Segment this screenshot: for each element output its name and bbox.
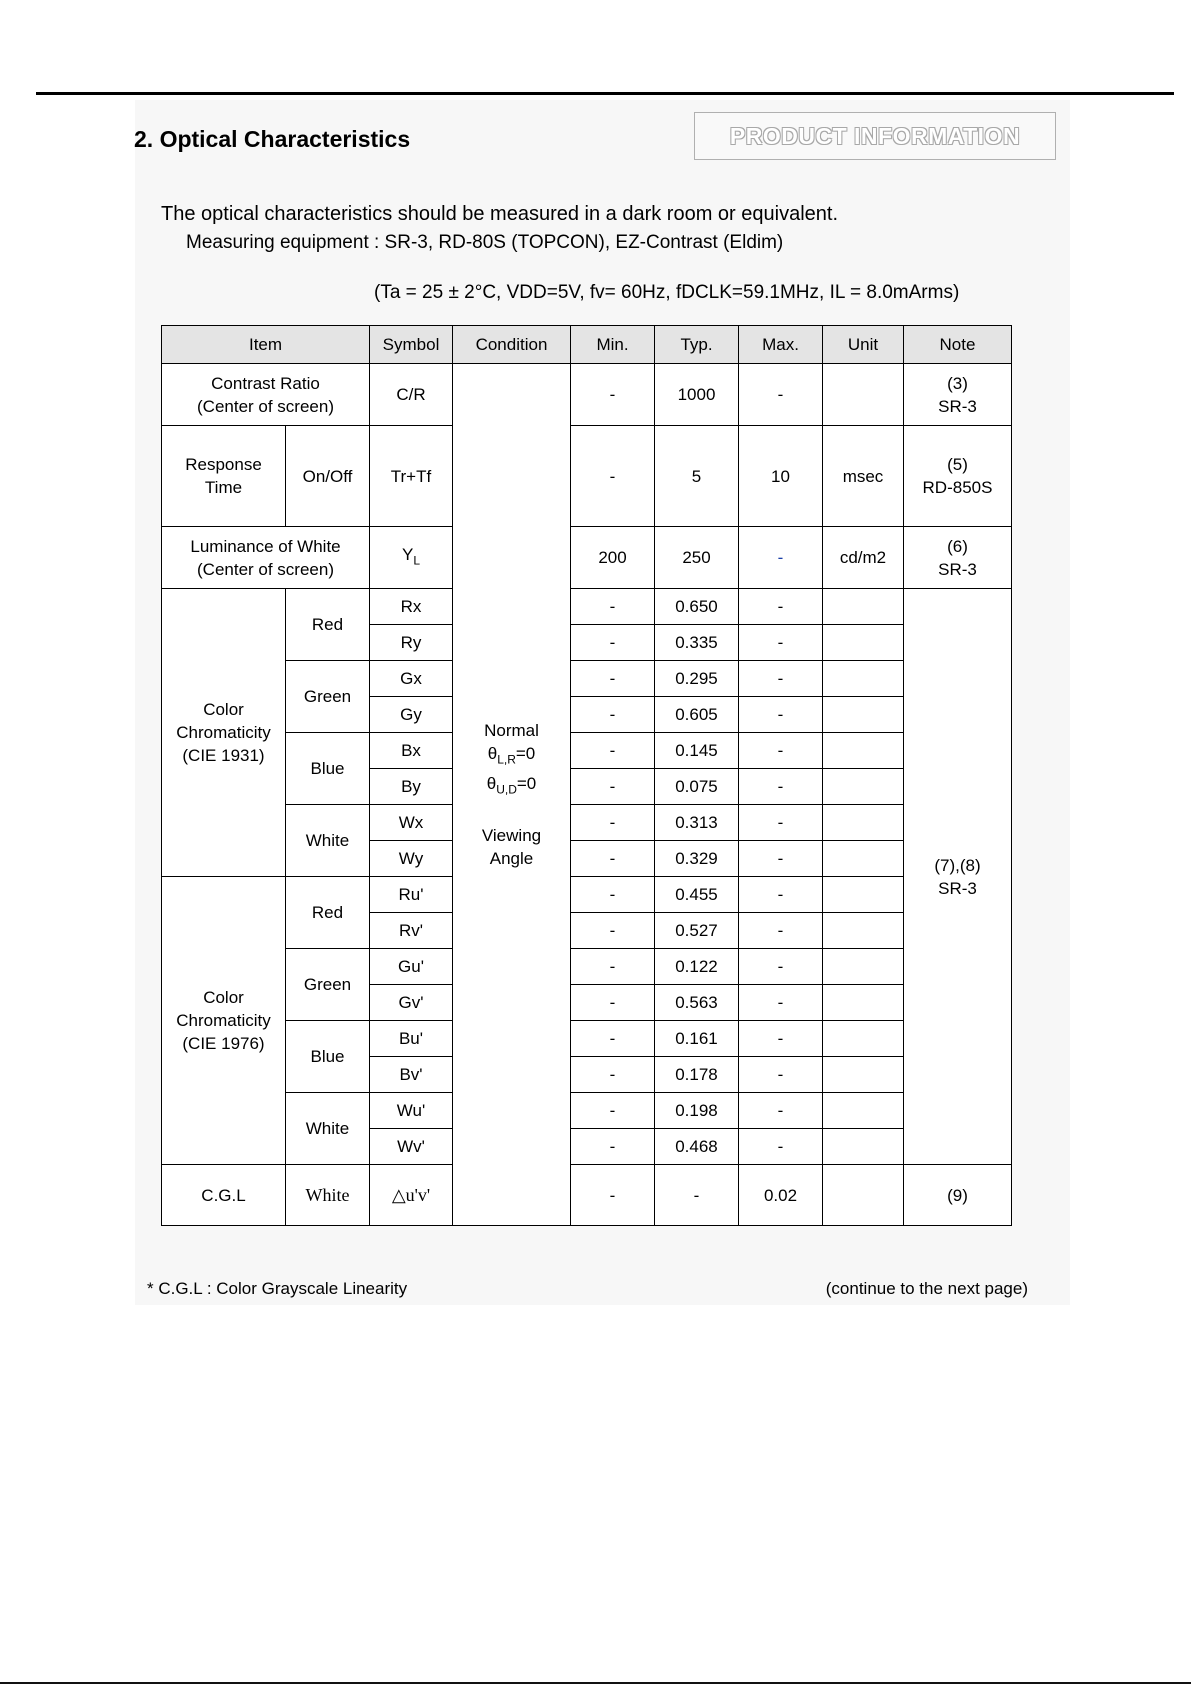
header-item: Item bbox=[162, 326, 370, 364]
max-cell: - bbox=[739, 1129, 823, 1165]
section-title: 2. Optical Characteristics bbox=[134, 126, 411, 152]
chroma1976-white: White bbox=[286, 1093, 370, 1165]
min-cell: - bbox=[571, 949, 655, 985]
bottom-rule bbox=[0, 1682, 1191, 1684]
header-typ: Typ. bbox=[655, 326, 739, 364]
unit-cell bbox=[823, 913, 904, 949]
luminance-item: Luminance of White (Center of screen) bbox=[162, 527, 370, 589]
typ-cell: 0.335 bbox=[655, 625, 739, 661]
typ-cell: 0.178 bbox=[655, 1057, 739, 1093]
min-cell: - bbox=[571, 805, 655, 841]
table-row bbox=[162, 949, 1012, 985]
typ-cell: 0.075 bbox=[655, 769, 739, 805]
luminance-symbol: $Y_L$ bbox=[370, 527, 453, 589]
table-row bbox=[162, 877, 1012, 913]
typ-cell: 0.313 bbox=[655, 805, 739, 841]
min-cell: - bbox=[571, 985, 655, 1021]
typ-cell: 0.295 bbox=[655, 661, 739, 697]
typ-cell: 0.161 bbox=[655, 1021, 739, 1057]
symbol-cell: Rx bbox=[370, 589, 453, 625]
min-cell: - bbox=[571, 1021, 655, 1057]
symbol-cell: Ru' bbox=[370, 877, 453, 913]
min-cell: - bbox=[571, 1129, 655, 1165]
typ-cell: 0.145 bbox=[655, 733, 739, 769]
max-cell: - bbox=[739, 985, 823, 1021]
response-note: (5) RD-850S bbox=[904, 426, 1012, 527]
symbol-cell: Gx bbox=[370, 661, 453, 697]
unit-cell bbox=[823, 841, 904, 877]
cgl-item: C.G.L bbox=[162, 1165, 286, 1226]
response-symbol: Tr+Tf bbox=[370, 426, 453, 527]
unit-cell bbox=[823, 985, 904, 1021]
unit-cell bbox=[823, 949, 904, 985]
contrast-symbol: C/R bbox=[370, 364, 453, 426]
top-rule bbox=[36, 92, 1174, 95]
header-condition: Condition bbox=[453, 326, 571, 364]
contrast-item-line1: Contrast Ratio bbox=[211, 373, 320, 393]
max-cell: - bbox=[739, 841, 823, 877]
unit-cell bbox=[823, 733, 904, 769]
response-sub: On/Off bbox=[286, 426, 370, 527]
table-row bbox=[162, 1093, 1012, 1129]
cgl-min: - bbox=[571, 1165, 655, 1226]
table-row bbox=[162, 364, 1012, 426]
typ-cell: 0.650 bbox=[655, 589, 739, 625]
header-symbol: Symbol bbox=[370, 326, 453, 364]
contrast-typ: 1000 bbox=[655, 364, 739, 426]
typ-cell: 0.563 bbox=[655, 985, 739, 1021]
symbol-cell: Bu' bbox=[370, 1021, 453, 1057]
max-cell: - bbox=[739, 949, 823, 985]
min-cell: - bbox=[571, 1057, 655, 1093]
unit-cell bbox=[823, 1057, 904, 1093]
header-note: Note bbox=[904, 326, 1012, 364]
response-unit: msec bbox=[823, 426, 904, 527]
min-cell: - bbox=[571, 697, 655, 733]
luminance-max: - bbox=[739, 527, 823, 589]
typ-cell: 0.198 bbox=[655, 1093, 739, 1129]
min-cell: - bbox=[571, 877, 655, 913]
cgl-note: (9) bbox=[904, 1165, 1012, 1226]
cgl-unit bbox=[823, 1165, 904, 1226]
luminance-min: 200 bbox=[571, 527, 655, 589]
symbol-cell: Ry bbox=[370, 625, 453, 661]
chroma1931-white: White bbox=[286, 805, 370, 877]
max-cell: - bbox=[739, 913, 823, 949]
chroma1976-red: Red bbox=[286, 877, 370, 949]
min-cell: - bbox=[571, 769, 655, 805]
luminance-typ: 250 bbox=[655, 527, 739, 589]
table-row bbox=[162, 1021, 1012, 1057]
max-cell: - bbox=[739, 877, 823, 913]
typ-cell: 0.329 bbox=[655, 841, 739, 877]
intro-text: The optical characteristics should be measured in a dark room or equivalent. bbox=[161, 203, 839, 225]
response-max: 10 bbox=[739, 426, 823, 527]
contrast-item-line2: (Center of screen) bbox=[197, 396, 334, 416]
condition-angle: Angle bbox=[489, 848, 534, 868]
equipment-text: Measuring equipment : SR-3, RD-80S (TOPCON), EZ-Contrast (Eldim) bbox=[186, 232, 784, 253]
max-cell: - bbox=[739, 625, 823, 661]
symbol-cell: Wv' bbox=[370, 1129, 453, 1165]
measurement-conditions: (Ta = 25 ± 2°C, VDD=5V, fv= 60Hz, fDCLK=59.1MHz, IL = 8.0mArms) bbox=[374, 282, 960, 303]
header-unit: Unit bbox=[823, 326, 904, 364]
max-cell: - bbox=[739, 733, 823, 769]
chroma1931-blue: Blue bbox=[286, 733, 370, 805]
header-min: Min. bbox=[571, 326, 655, 364]
unit-cell bbox=[823, 805, 904, 841]
symbol-cell: Gu' bbox=[370, 949, 453, 985]
unit-cell bbox=[823, 769, 904, 805]
unit-cell bbox=[823, 1129, 904, 1165]
header-row bbox=[162, 326, 1012, 364]
max-cell: - bbox=[739, 769, 823, 805]
luminance-note: (6) SR-3 bbox=[904, 527, 1012, 589]
symbol-cell: Wu' bbox=[370, 1093, 453, 1129]
symbol-cell: Bx bbox=[370, 733, 453, 769]
table-row bbox=[162, 527, 1012, 589]
unit-cell bbox=[823, 661, 904, 697]
symbol-cell: Bv' bbox=[370, 1057, 453, 1093]
min-cell: - bbox=[571, 841, 655, 877]
symbol-cell: Gy bbox=[370, 697, 453, 733]
cgl-symbol: △u'v' bbox=[370, 1165, 453, 1226]
chroma1976-blue: Blue bbox=[286, 1021, 370, 1093]
symbol-cell: Wy bbox=[370, 841, 453, 877]
table-row bbox=[162, 589, 1012, 625]
chroma-note: (7),(8) SR-3 bbox=[904, 589, 1012, 1165]
condition-theta-ud: $\theta_{U,D}=0$ bbox=[486, 773, 537, 796]
unit-cell bbox=[823, 1021, 904, 1057]
unit-cell bbox=[823, 877, 904, 913]
max-cell: - bbox=[739, 1057, 823, 1093]
max-cell: - bbox=[739, 1093, 823, 1129]
unit-cell bbox=[823, 625, 904, 661]
unit-cell bbox=[823, 1093, 904, 1129]
footnote: * C.G.L : Color Grayscale Linearity bbox=[147, 1279, 408, 1298]
product-information-stamp: PRODUCT INFORMATION bbox=[694, 112, 1056, 160]
luminance-unit: cd/m2 bbox=[823, 527, 904, 589]
typ-cell: 0.122 bbox=[655, 949, 739, 985]
typ-cell: 0.455 bbox=[655, 877, 739, 913]
typ-cell: 0.468 bbox=[655, 1129, 739, 1165]
table-row bbox=[162, 661, 1012, 697]
typ-cell: 0.527 bbox=[655, 913, 739, 949]
contrast-item bbox=[162, 364, 370, 426]
response-item: Response Time bbox=[162, 426, 286, 527]
optical-characteristics-table bbox=[161, 325, 1012, 1226]
contrast-note: (3) SR-3 bbox=[904, 364, 1012, 426]
chroma1931-green: Green bbox=[286, 661, 370, 733]
table-row bbox=[162, 733, 1012, 769]
chroma1976-item: Color Chromaticity (CIE 1976) bbox=[162, 877, 286, 1165]
max-cell: - bbox=[739, 697, 823, 733]
unit-cell bbox=[823, 697, 904, 733]
cgl-typ: - bbox=[655, 1165, 739, 1226]
min-cell: - bbox=[571, 589, 655, 625]
contrast-max: - bbox=[739, 364, 823, 426]
contrast-unit bbox=[823, 364, 904, 426]
chroma1931-red: Red bbox=[286, 589, 370, 661]
symbol-cell: Wx bbox=[370, 805, 453, 841]
condition-viewing: Viewing bbox=[481, 825, 542, 845]
condition-normal: Normal bbox=[484, 721, 539, 741]
symbol-cell: Rv' bbox=[370, 913, 453, 949]
table-row bbox=[162, 1165, 1012, 1226]
response-typ: 5 bbox=[655, 426, 739, 527]
symbol-cell: By bbox=[370, 769, 453, 805]
cgl-sub: White bbox=[286, 1165, 370, 1226]
min-cell: - bbox=[571, 661, 655, 697]
min-cell: - bbox=[571, 1093, 655, 1129]
contrast-min: - bbox=[571, 364, 655, 426]
cgl-max: 0.02 bbox=[739, 1165, 823, 1226]
min-cell: - bbox=[571, 913, 655, 949]
typ-cell: 0.605 bbox=[655, 697, 739, 733]
max-cell: - bbox=[739, 1021, 823, 1057]
table-row bbox=[162, 805, 1012, 841]
unit-cell bbox=[823, 589, 904, 625]
chroma1976-green: Green bbox=[286, 949, 370, 1021]
max-cell: - bbox=[739, 589, 823, 625]
condition-cell bbox=[453, 364, 571, 1226]
chroma1931-item: Color Chromaticity (CIE 1931) bbox=[162, 589, 286, 877]
min-cell: - bbox=[571, 733, 655, 769]
header-max: Max. bbox=[739, 326, 823, 364]
response-min: - bbox=[571, 426, 655, 527]
max-cell: - bbox=[739, 661, 823, 697]
symbol-cell: Gv' bbox=[370, 985, 453, 1021]
continue-text: (continue to the next page) bbox=[825, 1279, 1028, 1298]
min-cell: - bbox=[571, 625, 655, 661]
condition-theta-lr: $\theta_{L,R}=0$ bbox=[487, 744, 536, 767]
table-row bbox=[162, 426, 1012, 527]
max-cell: - bbox=[739, 805, 823, 841]
